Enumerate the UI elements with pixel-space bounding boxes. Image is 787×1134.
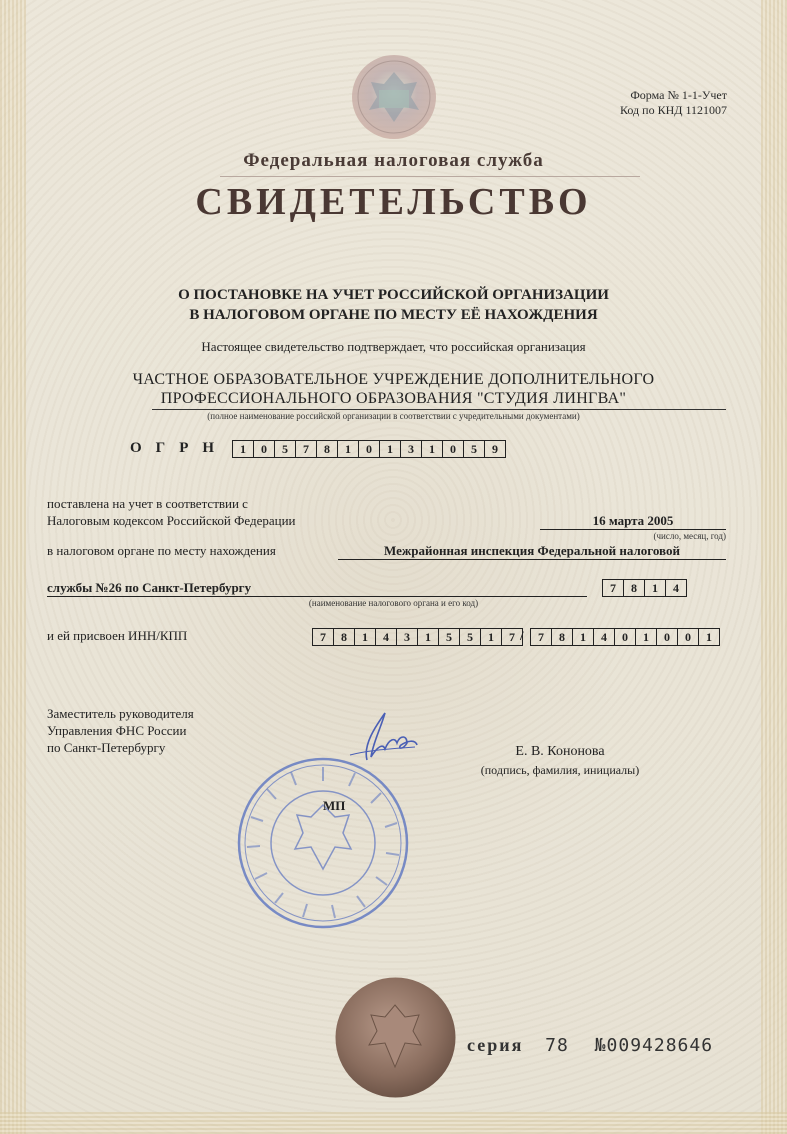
organization-caption: (полное наименование российской организации в соответствии с учредительными документами)	[207, 411, 580, 421]
subtitle-line-2: В НАЛОГОВОМ ОРГАНЕ ПО МЕСТУ ЕЁ НАХОЖДЕНИЯ	[189, 307, 598, 323]
inn-kpp-separator: /	[520, 628, 524, 643]
authority-name-line-2: службы №26 по Санкт-Петербургу	[47, 580, 587, 597]
authority-code-digit: 4	[666, 579, 687, 597]
certificate-number: №009428646	[594, 1035, 714, 1056]
ogrn-label: ОГРН	[130, 440, 229, 456]
inn-kpp-label: и ей присвоен ИНН/КПП	[47, 628, 188, 643]
series-value: 78	[545, 1035, 569, 1056]
series-label: серия	[467, 1035, 524, 1055]
ogrn-digit-boxes	[232, 440, 506, 458]
subtitle-line-1: О ПОСТАНОВКЕ НА УЧЕТ РОССИЙСКОЙ ОРГАНИЗАЦИИ	[178, 287, 609, 303]
kpp-digit: 0	[678, 628, 699, 646]
authority-name-line-1: Межрайонная инспекция Федеральной налоговой	[338, 543, 726, 560]
ogrn-digit: 3	[401, 440, 422, 458]
organization-underline	[152, 409, 726, 410]
signatory-name: Е. В. Кононова	[515, 744, 605, 759]
organization-name-line-1: ЧАСТНОЕ ОБРАЗОВАТЕЛЬНОЕ УЧРЕЖДЕНИЕ ДОПОЛНИТЕЛЬНОГО	[132, 371, 655, 388]
kpp-digit: 1	[636, 628, 657, 646]
inn-digit: 1	[418, 628, 439, 646]
authority-code-digit: 1	[645, 579, 666, 597]
stamp-place-label: МП	[323, 798, 346, 813]
registration-line-1: поставлена на учет в соответствии с	[47, 496, 248, 511]
date-caption: (число, месяц, год)	[653, 531, 726, 541]
bottom-ornamental-border	[0, 1112, 787, 1134]
embossed-seal	[333, 975, 458, 1100]
ogrn-digit: 1	[380, 440, 401, 458]
kpp-digit: 8	[552, 628, 573, 646]
inn-digit: 4	[376, 628, 397, 646]
ogrn-digit: 0	[443, 440, 464, 458]
organization-name	[0, 370, 787, 408]
document-subtitle	[0, 285, 787, 325]
official-round-stamp	[235, 755, 411, 931]
authority-code-boxes	[602, 579, 687, 597]
authority-label: в налоговом органе по месту нахождения	[47, 543, 276, 558]
ogrn-digit: 8	[317, 440, 338, 458]
registration-line-2: Налоговым кодексом Российской Федерации	[47, 513, 296, 528]
inn-digit: 7	[312, 628, 334, 646]
top-hologram-emblem	[349, 52, 439, 142]
agency-divider	[220, 176, 640, 177]
kpp-digit: 1	[699, 628, 720, 646]
signatory-title-1: Заместитель руководителя	[47, 706, 194, 721]
signature-caption: (подпись, фамилия, инициалы)	[480, 763, 640, 777]
ogrn-digit: 0	[359, 440, 380, 458]
form-knd-code: Код по КНД 1121007	[620, 103, 727, 117]
ogrn-digit: 5	[275, 440, 296, 458]
form-info	[560, 88, 727, 118]
organization-name-line-2: ПРОФЕССИОНАЛЬНОГО ОБРАЗОВАНИЯ "СТУДИЯ ЛИНГВА"	[160, 390, 627, 407]
signatory-title-3: по Санкт-Петербургу	[47, 740, 166, 755]
authority-caption: (наименование налогового органа и его код)	[308, 598, 479, 608]
registration-date: 16 марта 2005	[540, 513, 726, 530]
document-title: СВИДЕТЕЛЬСТВО	[195, 181, 592, 223]
kpp-digit: 1	[573, 628, 594, 646]
kpp-digit: 0	[657, 628, 678, 646]
inn-digit: 8	[334, 628, 355, 646]
inn-digit: 1	[481, 628, 502, 646]
inn-digit: 1	[355, 628, 376, 646]
kpp-digit: 4	[594, 628, 615, 646]
ogrn-digit: 1	[338, 440, 359, 458]
inn-digit: 3	[397, 628, 418, 646]
ogrn-digit: 9	[485, 440, 506, 458]
authority-code-digit: 7	[602, 579, 624, 597]
agency-name: Федеральная налоговая служба	[243, 150, 544, 171]
kpp-digit: 0	[615, 628, 636, 646]
inn-digit: 7	[502, 628, 523, 646]
kpp-digit: 7	[530, 628, 552, 646]
ogrn-digit: 1	[232, 440, 254, 458]
ogrn-digit: 7	[296, 440, 317, 458]
inn-digit: 5	[460, 628, 481, 646]
series-number	[467, 1035, 713, 1056]
kpp-boxes	[530, 628, 720, 646]
authority-code-digit: 8	[624, 579, 645, 597]
ogrn-digit: 5	[464, 440, 485, 458]
signatory-title-2: Управления ФНС России	[47, 723, 187, 738]
intro-text: Настоящее свидетельство подтверждает, что российская организация	[201, 339, 586, 354]
form-number: Форма № 1-1-Учет	[630, 88, 727, 102]
inn-digit: 5	[439, 628, 460, 646]
ogrn-digit: 0	[254, 440, 275, 458]
ogrn-digit: 1	[422, 440, 443, 458]
inn-boxes	[312, 628, 523, 646]
